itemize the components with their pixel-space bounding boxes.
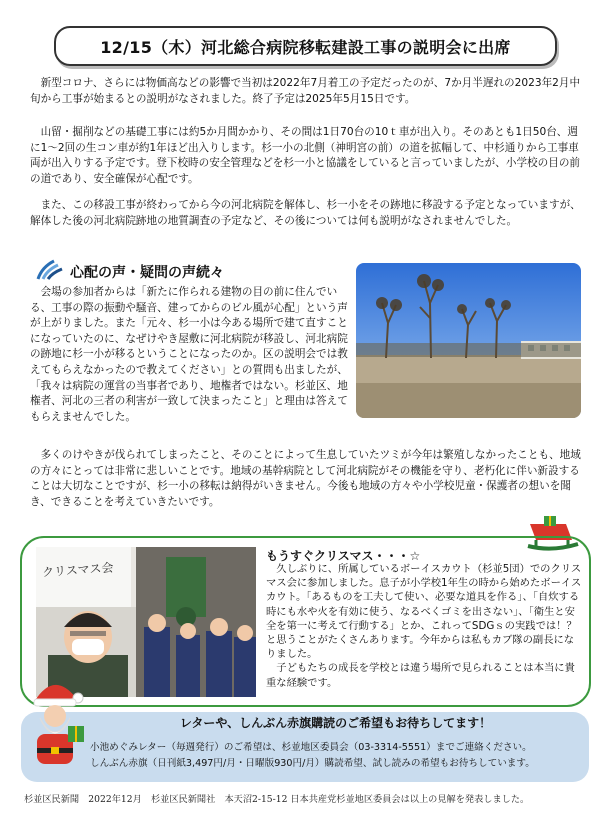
intro-paragraph-2: 山留・掘削などの基礎工事には約5か月間かかり、その間は1日70台の10ｔ車が出入り。そのあとも1日50台、週に1～2回の生コン車が約1年ほど出入りします。杉一小の北側（神明宮の前）の道を拡幅して、中杉通りから工事車両が出入りする予定です。登下校時の安全管理などを杉一小と協議をしていると言っていましたが、小学校の目の前の道であり、安全確保が心配です。	[30, 126, 581, 185]
intro-paragraph-3: また、この移設工事が終わってから今の河北病院を解体し、杉一小をその跡地に移設する予定となっていますが、解体した後の河北病院跡地の地質調査の予定など、その後については何も説明がなされませんでした。	[30, 199, 581, 227]
concerns-heading	[34, 260, 224, 284]
christmas-paragraph	[266, 562, 584, 690]
concerns-paragraph: 会場の参加者からは「新たに作られる建物の目の前に住んでいる、工事の際の振動や騒音、建ってからのビル風が心配」という声が上がりました。また「元々、杉一小は今ある場所で建て直すことになっていたのに、なぜけやき屋敷に河北病院が移設し、河北病院の跡地に杉一小が移るということになったのか。区の説明会では教えてもらえなかったので教えてください」との質問も出ましたが、「我々は病院の運営の当事者であり、地権者ではない。杉並区、地権者、河北の三者の利害が一致して決まったこと」と理由は答えてもらえませんでした。	[30, 286, 348, 423]
akahata-subscription-line: しんぶん赤旗（日刊紙3,497円/月・日曜版930円/月）購読希望、試し読みの希望もお待ちしています。	[90, 758, 535, 769]
heading-mark-icon	[34, 259, 64, 285]
christmas-party-sign: クリスマス会	[41, 560, 114, 580]
page-title-text: 12/15（木）河北総合病院移転建設工事の説明会に出席	[100, 37, 511, 57]
page-title	[54, 26, 557, 66]
concerns-heading-text: 心配の声・疑問の声続々	[70, 265, 224, 281]
christmas-paragraph-1: 久しぶりに、所属しているボーイスカウト（杉並5団）でのクリスマス会に参加しました。息子が小学校1年生の時から始めたボーイスカウト。「あるものを工夫して使い、必要な道具を作る」、「自炊する時にも水や火を有効に使う、なるべくゴミを出さない」、「衛生と安全を第一に考えて行動する」とか、これってSDGｓの実践では！？と思うことがたくさんあります。今年からは私もカブ隊の副長になりました。	[266, 563, 582, 661]
letter-contact-line: 小池めぐみレター（毎週発行）のご希望は、杉並地区委員会（03-3314-5551）までご連絡ください。	[90, 742, 532, 753]
intro-paragraph-1: 新型コロナ、さらには物価高などの影響で当初は2022年7月着工の予定だったのが、7か月半遅れの2023年2月中旬から工事が始まるとの説明がなされました。終了予定は2025年5月15日です。	[30, 77, 581, 105]
construction-site-photo	[356, 263, 581, 418]
christmas-paragraph-2: 子どもたちの成長を学校とは違う場所で見られることは本当に貴重な経験です。	[266, 662, 575, 689]
concerns-paragraph-2: 多くのけやきが伐られてしまったこと、そのことによって生息していたツミが今年は繁殖しなかったことも、地域の方々にとっては非常に悲しいことです。地域の基幹病院として河北病院がその機能を守り、老朽化に伴い新設することは大切なことですが、杉一小の移転は納得がいきません。今後も地域の方々や小学校児童・保護者の想いを聞き、できることを考えていきたいです。	[30, 449, 581, 508]
footer-credit: 杉並区民新聞 2022年12月 杉並区民新聞社 本天沼2-15-12 日本共産党杉並地区委員会は以上の見解を発表しました。	[24, 794, 530, 805]
christmas-heading: もうすぐクリスマス・・・☆	[266, 549, 421, 563]
subscription-notice-title: レターや、しんぶん赤旗購読のご希望もお待ちしてます！	[179, 716, 492, 730]
